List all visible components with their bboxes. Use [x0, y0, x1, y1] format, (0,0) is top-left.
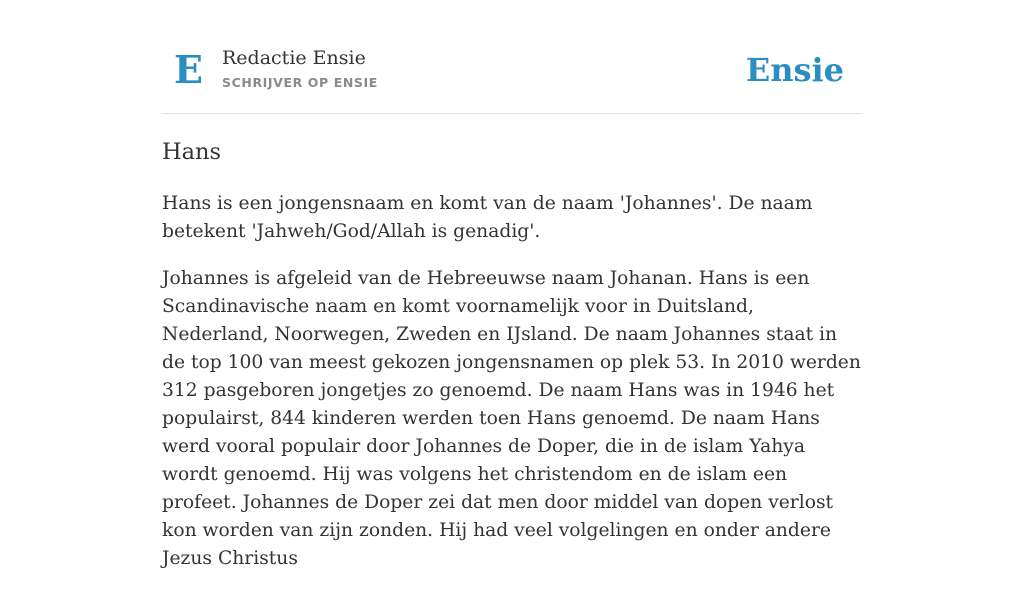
article-body: [162, 190, 862, 592]
author-name-link[interactable]: Redactie Ensie: [222, 47, 366, 69]
article-paragraph-2: Johannes is afgeleid van de Hebreeuwse naam Johanan. Hans is een Scandinavische naam en komt voornamelijk voor in Duitsland, Nederland, Noorwegen, Zweden en IJsland. De naam Johannes staat in de top 100 van meest gekozen jongensnamen op plek 53. In 2010 werden 312 pasgeboren jongetjes zo genoemd. De naam Hans was in 1946 het populairst, 844 kinderen werden toen Hans genoemd. De naam Hans werd vooral populair door Johannes de Doper, die in de islam Yahya wordt genoemd. Hij was volgens het christendom en de islam een profeet. Johannes de Doper zei dat men door middel van dopen verlost kon worden van zijn zonden. Hij had veel volgelingen en onder andere Jezus Christus: [162, 268, 861, 569]
article-paragraph-1: Hans is een jongensnaam en komt van de naam 'Johannes'. De naam betekent 'Jahweh/God/Allah is genadig'.: [162, 193, 813, 242]
ensie-logo[interactable]: Ensie: [745, 51, 844, 89]
author-avatar[interactable]: E: [174, 47, 203, 92]
author-role: SCHRIJVER OP ENSIE: [222, 75, 378, 90]
author-header: [162, 0, 862, 114]
article-container: [162, 0, 862, 569]
article-title: Hans: [162, 139, 222, 165]
